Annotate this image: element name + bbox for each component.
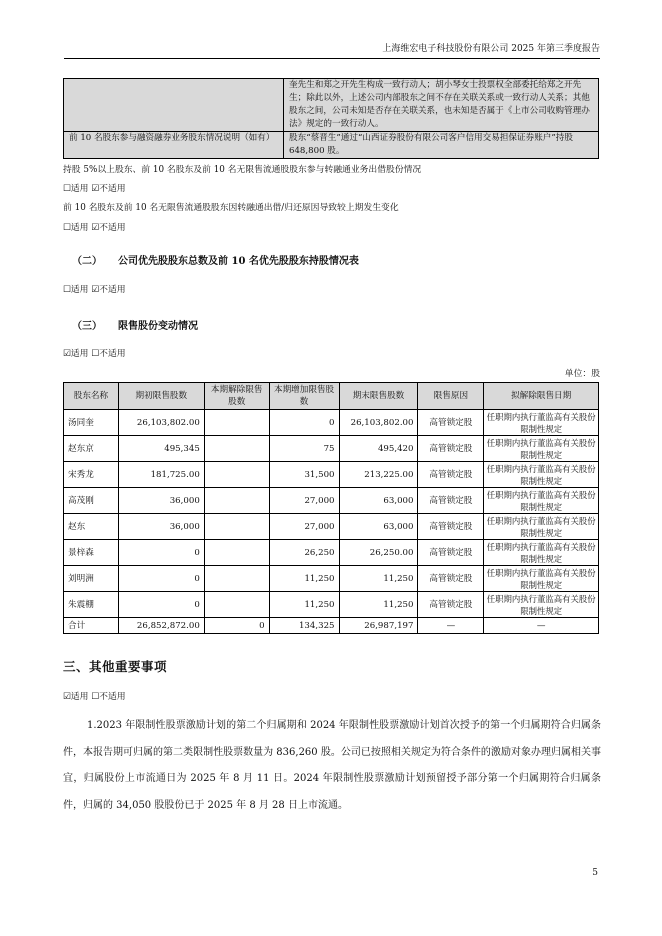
section-title: 公司优先股股东总数及前 10 名优先股股东持股情况表 xyxy=(118,256,359,267)
cell-date: — xyxy=(484,618,599,634)
col-header-date: 拟解除限售日期 xyxy=(484,383,599,410)
other-matters-option: ☑适用 ☐不适用 xyxy=(63,692,126,702)
table-row xyxy=(64,514,599,540)
cell-end: 26,250.00 xyxy=(339,540,418,566)
cell-added: 27,000 xyxy=(269,514,339,540)
col-header-name: 股东名称 xyxy=(64,383,119,410)
cell-reason: 高管锁定股 xyxy=(418,462,484,488)
page-header xyxy=(64,42,600,59)
cell-end: 26,987,197 xyxy=(339,618,418,634)
lending-status-line: 持股 5%以上股东、前 10 名股东及前 10 名无限售流通股股东参与转融通业务出借股份情况 xyxy=(63,165,422,175)
notes-left-cell xyxy=(64,79,284,132)
cell-begin: 36,000 xyxy=(118,488,204,514)
cell-released xyxy=(204,436,269,462)
section-heading-restricted xyxy=(72,317,198,332)
cell-begin: 0 xyxy=(118,566,204,592)
cell-name: 赵东 xyxy=(64,514,119,540)
table-row xyxy=(64,540,599,566)
cell-begin: 495,345 xyxy=(118,436,204,462)
cell-date: 任职期内执行董监高有关股份限制性规定 xyxy=(484,436,599,462)
cell-date: 任职期内执行董监高有关股份限制性规定 xyxy=(484,488,599,514)
restricted-option: ☑适用 ☐不适用 xyxy=(63,349,126,359)
cell-name: 赵东京 xyxy=(64,436,119,462)
cell-end: 26,103,802.00 xyxy=(339,410,418,436)
table-row xyxy=(64,566,599,592)
cell-date: 任职期内执行董监高有关股份限制性规定 xyxy=(484,514,599,540)
cell-released: 0 xyxy=(204,618,269,634)
cell-added: 31,500 xyxy=(269,462,339,488)
section-heading-other-matters: 三、其他重要事项 xyxy=(63,659,168,674)
cell-added: 26,250 xyxy=(269,540,339,566)
table-row xyxy=(64,436,599,462)
col-header-begin: 期初限售股数 xyxy=(118,383,204,410)
table-header-row xyxy=(64,383,599,410)
section-heading-preferred xyxy=(72,252,359,267)
cell-added: 75 xyxy=(269,436,339,462)
report-title: 上海维宏电子科技股份有限公司 2025 年第三季度报告 xyxy=(382,44,600,54)
cell-name: 合计 xyxy=(64,618,119,634)
cell-name: 宋秀龙 xyxy=(64,462,119,488)
restricted-shares-table xyxy=(63,382,599,634)
cell-added: 0 xyxy=(269,410,339,436)
cell-reason: 高管锁定股 xyxy=(418,592,484,618)
cell-begin: 181,725.00 xyxy=(118,462,204,488)
cell-name: 汤同奎 xyxy=(64,410,119,436)
col-header-released: 本期解除限售股数 xyxy=(204,383,269,410)
cell-reason: 高管锁定股 xyxy=(418,566,484,592)
total-row xyxy=(64,618,599,634)
cell-begin: 0 xyxy=(118,540,204,566)
cell-name: 景梓森 xyxy=(64,540,119,566)
margin-trading-note: 股东“蔡晋生”通过“山西证券股份有限公司客户信用交易担保证券账户”持股 648,800 股。 xyxy=(284,132,599,159)
cell-begin: 26,852,872.00 xyxy=(118,618,204,634)
cell-end: 63,000 xyxy=(339,514,418,540)
cell-added: 11,250 xyxy=(269,592,339,618)
cell-date: 任职期内执行董监高有关股份限制性规定 xyxy=(484,462,599,488)
section-number: （二） xyxy=(72,256,102,267)
cell-date: 任职期内执行董监高有关股份限制性规定 xyxy=(484,566,599,592)
other-matters-paragraph: 1.2023 年限制性股票激励计划的第二个归属期和 2024 年限制性股票激励计划首次授予的第一个归属期符合归属条件，本报告期可归属的第二类限制性股票数量为 836,260 股。公司已按照相关规定为符合条件的激励对象办理归属相关事宜，归属股份上市流通日为 2025 年 8 月 11 日。2024 年限制性股票激励计划预留授予部分第一个归属期符合归属条件，归属的 34,050 股股份已于 2025 年 8 月 28 日上市流通。 xyxy=(63,720,601,811)
cell-released xyxy=(204,514,269,540)
cell-reason: 高管锁定股 xyxy=(418,540,484,566)
cell-released xyxy=(204,592,269,618)
cell-begin: 36,000 xyxy=(118,514,204,540)
page-number: 5 xyxy=(592,868,598,878)
table-row xyxy=(64,488,599,514)
cell-name: 高茂刚 xyxy=(64,488,119,514)
cell-reason: 高管锁定股 xyxy=(418,514,484,540)
lending-applicable-option: ☐适用 ☑不适用 xyxy=(63,184,126,194)
cell-begin: 26,103,802.00 xyxy=(118,410,204,436)
table-row xyxy=(64,79,599,132)
cell-released xyxy=(204,410,269,436)
cell-date: 任职期内执行董监高有关股份限制性规定 xyxy=(484,540,599,566)
table-row xyxy=(64,132,599,159)
cell-added: 134,325 xyxy=(269,618,339,634)
margin-trading-label: 前 10 名股东参与融资融券业务股东情况说明（如有） xyxy=(64,132,284,159)
cell-date: 任职期内执行董监高有关股份限制性规定 xyxy=(484,410,599,436)
lending-change-option: ☐适用 ☑不适用 xyxy=(63,223,126,233)
notes-right-cell: 奎先生和郑之开先生构成一致行动人；胡小琴女士投票权全部委托给郑之开先生；除此以外，上述公司内部股东之间不存在关联关系或一致行动人关系；其他股东之间，公司未知是否存在关联关系，也未知是否属于《上市公司收购管理办法》规定的一致行动人。 xyxy=(284,79,599,132)
cell-released xyxy=(204,540,269,566)
cell-name: 刘明洲 xyxy=(64,566,119,592)
col-header-reason: 限售原因 xyxy=(418,383,484,410)
cell-date: 任职期内执行董监高有关股份限制性规定 xyxy=(484,592,599,618)
cell-end: 11,250 xyxy=(339,566,418,592)
cell-reason: 高管锁定股 xyxy=(418,436,484,462)
table-row xyxy=(64,592,599,618)
cell-released xyxy=(204,488,269,514)
unit-label: 单位：股 xyxy=(564,369,600,379)
cell-reason: — xyxy=(418,618,484,634)
cell-reason: 高管锁定股 xyxy=(418,410,484,436)
table-row xyxy=(64,462,599,488)
cell-end: 11,250 xyxy=(339,592,418,618)
cell-end: 63,000 xyxy=(339,488,418,514)
cell-end: 213,225.00 xyxy=(339,462,418,488)
section-number: （三） xyxy=(72,321,102,332)
lending-change-line: 前 10 名股东及前 10 名无限售流通股股东因转融通出借/归还原因导致较上期发生变化 xyxy=(63,203,399,213)
cell-end: 495,420 xyxy=(339,436,418,462)
cell-begin: 0 xyxy=(118,592,204,618)
cell-name: 朱震棚 xyxy=(64,592,119,618)
preferred-option: ☐适用 ☑不适用 xyxy=(63,285,126,295)
section-title: 限售股份变动情况 xyxy=(118,321,198,332)
table-row xyxy=(64,410,599,436)
cell-reason: 高管锁定股 xyxy=(418,488,484,514)
col-header-end: 期末限售股数 xyxy=(339,383,418,410)
cell-released xyxy=(204,566,269,592)
col-header-added: 本期增加限售股数 xyxy=(269,383,339,410)
cell-added: 27,000 xyxy=(269,488,339,514)
cell-added: 11,250 xyxy=(269,566,339,592)
cell-released xyxy=(204,462,269,488)
shareholder-notes-table xyxy=(63,78,599,159)
